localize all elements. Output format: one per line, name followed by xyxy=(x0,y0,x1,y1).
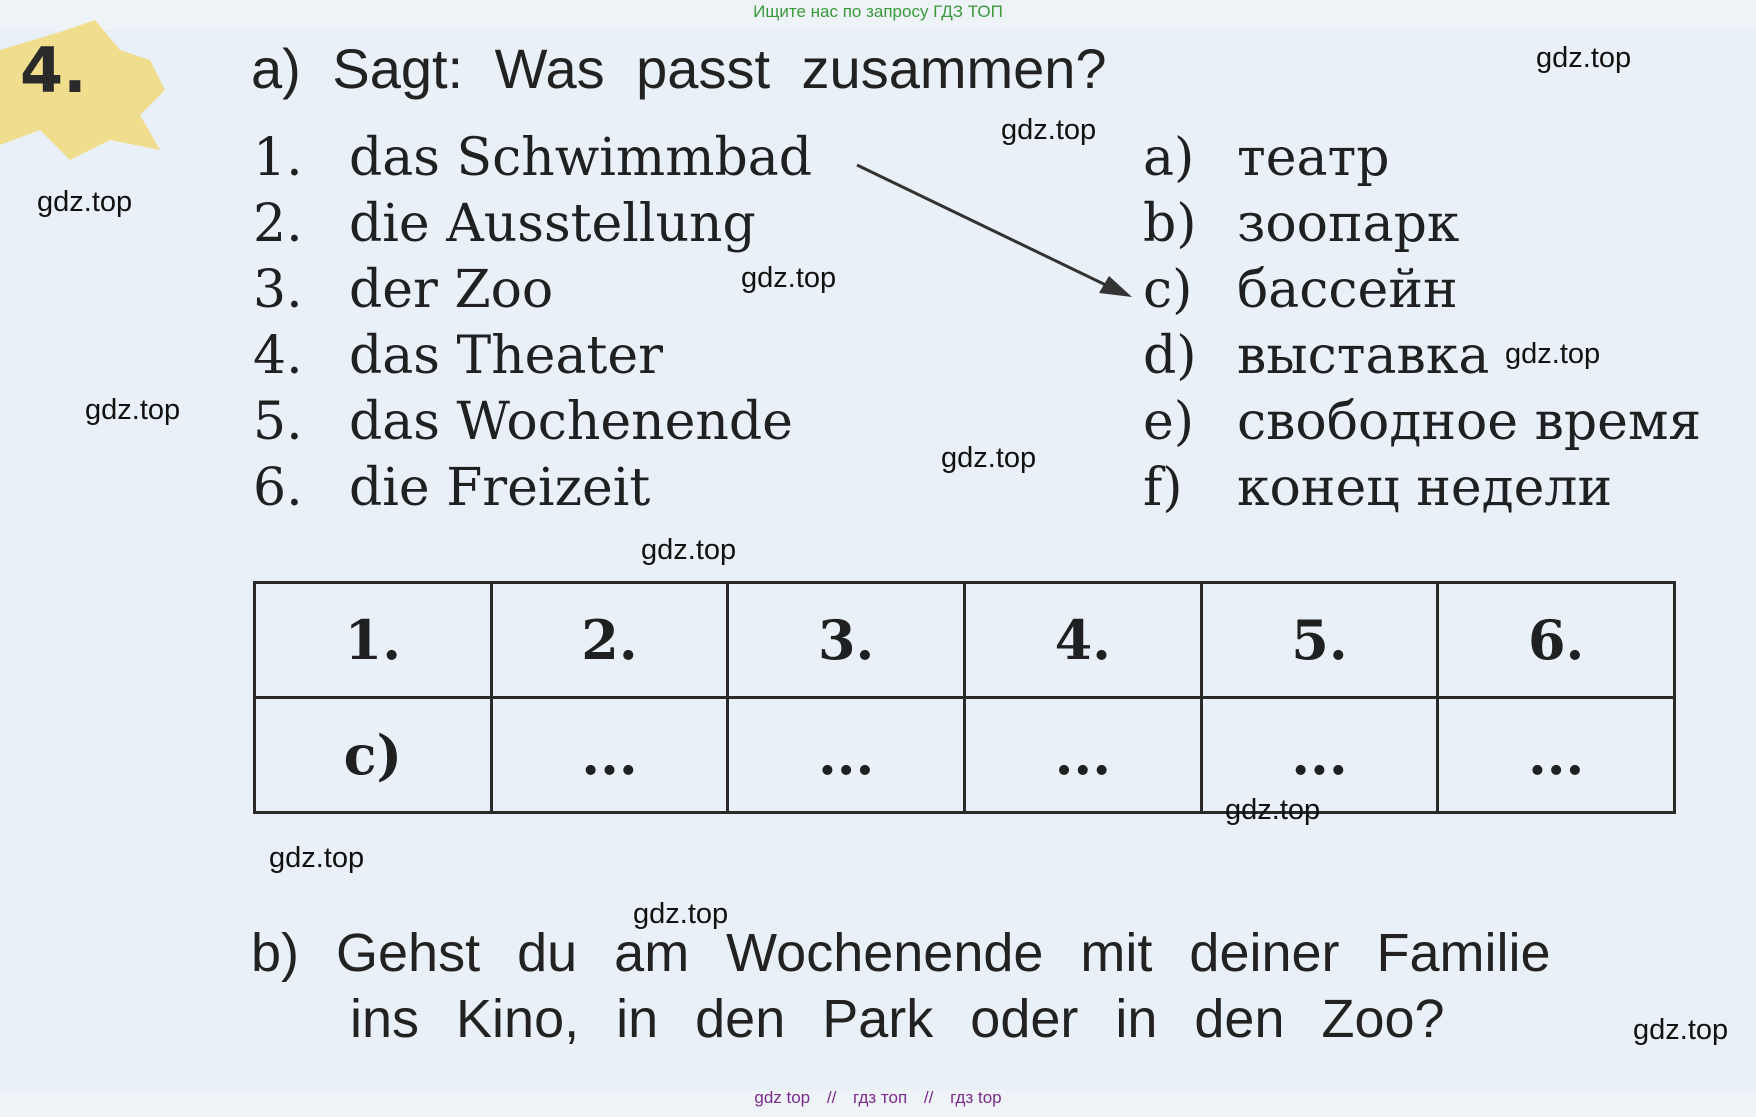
item-number: 6. xyxy=(253,458,303,518)
watermark: gdz.top xyxy=(741,262,837,294)
table-answer-cell: ... xyxy=(1201,698,1438,813)
table-answer-cell: ... xyxy=(728,698,965,813)
watermark: gdz.top xyxy=(633,898,729,930)
item-number: 5. xyxy=(253,392,303,452)
answer-letter: d) xyxy=(1143,326,1197,386)
watermark: gdz.top xyxy=(1536,42,1632,74)
answer-text: свободное время xyxy=(1237,392,1702,452)
watermark: gdz.top xyxy=(641,534,737,566)
part-a-prompt: a) Sagt: Was passt zusammen? xyxy=(251,37,1107,100)
answer-letter: a) xyxy=(1143,128,1195,188)
footer-link[interactable]: gdz top xyxy=(754,1088,811,1107)
task-number: 4. xyxy=(20,34,87,107)
answer-letter: f) xyxy=(1143,458,1183,518)
table-answer-cell: ... xyxy=(491,698,728,813)
table-answer-cell: ... xyxy=(1438,698,1675,813)
answer-text: конец недели xyxy=(1237,458,1613,518)
item-number: 2. xyxy=(253,194,303,254)
item-text: das Wochenende xyxy=(349,392,793,452)
answer-text: бассейн xyxy=(1237,260,1458,320)
table-row xyxy=(255,583,1675,698)
table-header-cell: 5. xyxy=(1201,583,1438,698)
answer-text: выставка xyxy=(1237,326,1490,386)
table-header-cell: 2. xyxy=(491,583,728,698)
table-header-cell: 6. xyxy=(1438,583,1675,698)
watermark: gdz.top xyxy=(1633,1014,1729,1046)
table-header-cell: 4. xyxy=(964,583,1201,698)
answer-letter: e) xyxy=(1143,392,1195,452)
watermark: gdz.top xyxy=(941,442,1037,474)
table-answer-cell: ... xyxy=(964,698,1201,813)
footer-separator: // xyxy=(923,1088,934,1107)
watermark: gdz.top xyxy=(85,394,181,426)
part-b-question-line-1: b) Gehst du am Wochenende mit deiner Familie xyxy=(251,923,1551,983)
item-text: die Ausstellung xyxy=(349,194,756,254)
item-text: das Schwimmbad xyxy=(349,128,813,188)
answer-table xyxy=(253,581,1676,814)
item-number: 1. xyxy=(253,128,303,188)
answer-text: зоопарк xyxy=(1237,194,1460,254)
search-banner[interactable]: Ищите нас по запросу ГДЗ ТОП xyxy=(753,2,1003,21)
answer-letter: b) xyxy=(1143,194,1197,254)
part-b-question-line-2: ins Kino, in den Park oder in den Zoo? xyxy=(350,989,1445,1049)
footer-link[interactable]: гдз top xyxy=(950,1088,1002,1107)
item-number: 3. xyxy=(253,260,303,320)
footer-link[interactable]: гдз топ xyxy=(853,1088,908,1107)
table-answer-cell: c) xyxy=(255,698,492,813)
watermark: gdz.top xyxy=(1001,114,1097,146)
table-header-cell: 1. xyxy=(255,583,492,698)
watermark: gdz.top xyxy=(1225,794,1321,826)
item-text: die Freizeit xyxy=(349,458,651,518)
answer-letter: c) xyxy=(1143,260,1193,320)
table-row xyxy=(255,698,1675,813)
footer-links xyxy=(0,1088,1756,1108)
item-text: das Theater xyxy=(349,326,663,386)
footer-separator: // xyxy=(826,1088,837,1107)
watermark: gdz.top xyxy=(37,186,133,218)
watermark: gdz.top xyxy=(269,842,365,874)
watermark: gdz.top xyxy=(1505,338,1601,370)
item-number: 4. xyxy=(253,326,303,386)
table-header-cell: 3. xyxy=(728,583,965,698)
answer-text: театр xyxy=(1237,128,1390,188)
item-text: der Zoo xyxy=(349,260,554,320)
